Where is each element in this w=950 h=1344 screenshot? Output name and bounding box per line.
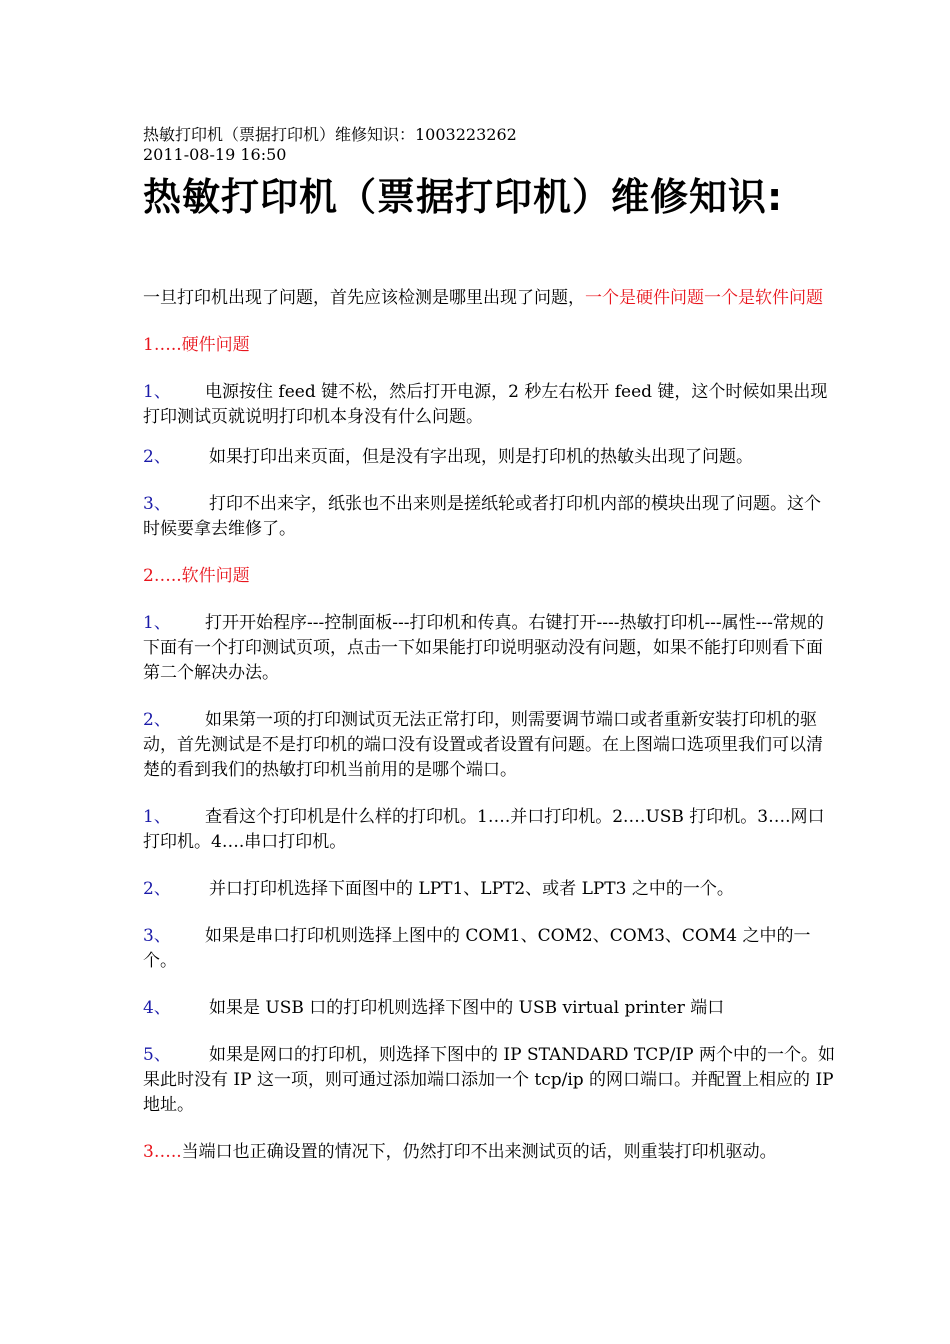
list-number: 3、: [143, 926, 171, 946]
list-text: 并口打印机选择下面图中的 LPT1、LPT2、或者 LPT3 之中的一个。: [209, 879, 734, 899]
list-text: 打印不出来字，纸张也不出来则是搓纸轮或者打印机内部的模块出现了问题。这个时候要拿去维修了。: [143, 494, 821, 539]
final-number: 3…..: [143, 1142, 182, 1162]
intro-text: 一旦打印机出现了问题，首先应该检测是哪里出现了问题，: [143, 288, 585, 308]
list-number: 1、: [143, 807, 171, 827]
list-number: 5、: [143, 1045, 171, 1065]
list-number: 2、: [143, 447, 171, 467]
post-date: 2011-08-19 16:50: [143, 145, 287, 164]
hardware-heading: 1…..硬件问题: [143, 335, 250, 355]
list-text: 打开开始程序---控制面板---打印机和传真。右键打开----热敏打印机---属性---常规的下面有一个打印测试页项，点击一下如果能打印说明驱动没有问题，如果不能打印则看下面第二个解决办法。: [143, 613, 824, 683]
intro-paragraph: [143, 286, 837, 311]
port-item-1: [143, 805, 837, 855]
list-number: 3、: [143, 494, 171, 514]
list-number: 4、: [143, 998, 171, 1018]
hardware-item-1: [143, 380, 837, 430]
list-text: 电源按住 feed 键不松，然后打开电源，2 秒左右松开 feed 键，这个时候如果出现打印测试页就说明打印机本身没有什么问题。: [143, 382, 828, 427]
list-text: 如果是网口的打印机，则选择下图中的 IP STANDARD TCP/IP 两个中的一个。如果此时没有 IP 这一项，则可通过添加端口添加一个 tcp/ip 的网口端口。并配置上相应的 IP 地址。: [143, 1045, 835, 1115]
final-text: 当端口也正确设置的情况下，仍然打印不出来测试页的话，则重装打印机驱动。: [181, 1142, 777, 1162]
port-item-2: [143, 877, 837, 902]
hardware-item-3: [143, 492, 837, 542]
software-heading: 2…..软件问题: [143, 566, 250, 586]
software-item-1: [143, 611, 837, 686]
document-page: [143, 124, 837, 1165]
software-item-2: [143, 708, 837, 783]
meta-line: 热敏打印机（票据打印机）维修知识：1003223262: [143, 125, 517, 144]
port-item-5: [143, 1043, 837, 1118]
list-number: 1、: [143, 613, 171, 633]
list-text: 如果是 USB 口的打印机则选择下图中的 USB virtual printer 端口: [209, 998, 725, 1018]
list-text: 查看这个打印机是什么样的打印机。1….并口打印机。2.…USB 打印机。3….网口打印机。4….串口打印机。: [143, 807, 825, 852]
list-text: 如果打印出来页面，但是没有字出现，则是打印机的热敏头出现了问题。: [209, 447, 753, 467]
page-title: 热敏打印机（票据打印机）维修知识:: [143, 175, 784, 219]
list-number: 2、: [143, 879, 171, 899]
list-number: 2、: [143, 710, 171, 730]
list-text: 如果是串口打印机则选择上图中的 COM1、COM2、COM3、COM4 之中的一个。: [143, 926, 811, 971]
port-item-3: [143, 924, 837, 974]
final-paragraph: [143, 1140, 837, 1165]
intro-highlight: 一个是硬件问题一个是软件问题: [585, 288, 823, 308]
hardware-item-2: [143, 445, 837, 470]
port-item-4: [143, 996, 837, 1021]
list-text: 如果第一项的打印测试页无法正常打印，则需要调节端口或者重新安装打印机的驱动，首先测试是不是打印机的端口没有设置或者设置有问题。在上图端口选项里我们可以清楚的看到我们的热敏打印机当前用的是哪个端口。: [143, 710, 823, 780]
list-number: 1、: [143, 382, 171, 402]
